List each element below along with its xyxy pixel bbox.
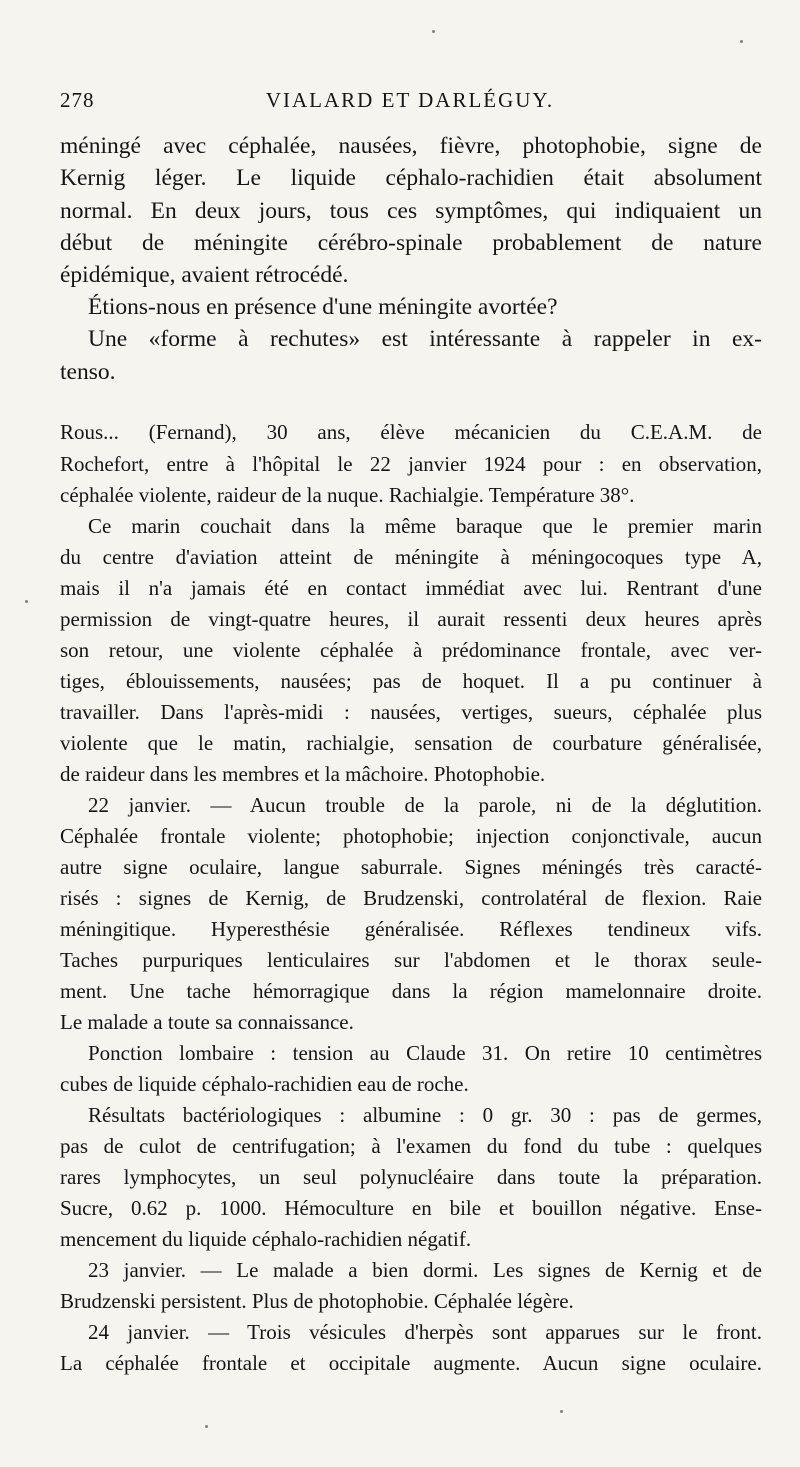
text-line: Taches purpuriques lenticulaires sur l'abdomen et le thorax seule-	[60, 948, 762, 972]
page-header	[60, 88, 760, 122]
scan-speck	[740, 40, 743, 43]
scan-speck	[432, 30, 435, 33]
running-head: VIALARD ET DARLÉGUY.	[265, 88, 555, 112]
text-line: risés : signes de Kernig, de Brudzenski, controlatéral de flexion. Raie	[60, 886, 762, 910]
text-line: 23 janvier. — Le malade a bien dormi. Les signes de Kernig et de	[88, 1258, 762, 1282]
text-line: normal. En deux jours, tous ces symptômes, qui indiquaient un	[60, 198, 762, 224]
text-line: Sucre, 0.62 p. 1000. Hémoculture en bile et bouillon négative. Ense-	[60, 1196, 762, 1220]
text-line: Résultats bactériologiques : albumine : 0 gr. 30 : pas de germes,	[88, 1103, 762, 1127]
text-line: Kernig léger. Le liquide céphalo-rachidien était absolument	[60, 165, 762, 191]
text-line: début de méningite cérébro-spinale probablement de nature	[60, 230, 762, 256]
text-line: méningé avec céphalée, nausées, fièvre, photophobie, signe de	[60, 133, 762, 159]
text-line: travailler. Dans l'après-midi : nausées, vertiges, sueurs, céphalée plus	[60, 700, 762, 724]
text-line: mencement du liquide céphalo-rachidien négatif.	[60, 1227, 472, 1251]
text-line: autre signe oculaire, langue saburrale. Signes méningés très caracté-	[60, 855, 762, 879]
text-line: Ponction lombaire : tension au Claude 31. On retire 10 centimètres	[88, 1041, 762, 1065]
text-line: Brudzenski persistent. Plus de photophobie. Céphalée légère.	[60, 1289, 574, 1313]
scan-speck	[25, 600, 28, 603]
text-line: Rochefort, entre à l'hôpital le 22 janvier 1924 pour : en observation,	[60, 452, 762, 476]
text-line: céphalée violente, raideur de la nuque. Rachialgie. Température 38°.	[60, 483, 635, 507]
text-line: cubes de liquide céphalo-rachidien eau de roche.	[60, 1072, 469, 1096]
text-line: tenso.	[60, 359, 116, 385]
text-line: ment. Une tache hémorragique dans la région mamelonnaire droite.	[60, 979, 762, 1003]
text-line: épidémique, avaient rétrocédé.	[60, 262, 349, 288]
text-line: pas de culot de centrifugation; à l'examen du fond du tube : quelques	[60, 1134, 762, 1158]
text-line: 24 janvier. — Trois vésicules d'herpès sont apparues sur le front.	[88, 1320, 762, 1344]
text-line: Une «forme à rechutes» est intéressante à rappeler in ex-	[88, 326, 762, 352]
text-line: Céphalée frontale violente; photophobie; injection conjonctivale, aucun	[60, 824, 762, 848]
scan-speck	[560, 1410, 563, 1413]
text-line: 22 janvier. — Aucun trouble de la parole, ni de la déglutition.	[88, 793, 762, 817]
text-line: violente que le matin, rachialgie, sensation de courbature généralisée,	[60, 731, 762, 755]
text-line: rares lymphocytes, un seul polynucléaire dans toute la préparation.	[60, 1165, 762, 1189]
text-line: son retour, une violente céphalée à prédominance frontale, avec ver-	[60, 638, 762, 662]
text-line: mais il n'a jamais été en contact immédiat avec lui. Rentrant d'une	[60, 576, 762, 600]
page-number: 278	[60, 88, 95, 112]
text-line: Le malade a toute sa connaissance.	[60, 1010, 354, 1034]
text-line: Ce marin couchait dans la même baraque que le premier marin	[88, 514, 762, 538]
text-line: permission de vingt-quatre heures, il aurait ressenti deux heures après	[60, 607, 762, 631]
scan-speck	[205, 1425, 208, 1428]
text-line: méningitique. Hyperesthésie généralisée. Réflexes tendineux vifs.	[60, 917, 762, 941]
text-line: tiges, éblouissements, nausées; pas de hoquet. Il a pu continuer à	[60, 669, 762, 693]
text-line: du centre d'aviation atteint de méningite à méningocoques type A,	[60, 545, 762, 569]
text-line: Rous... (Fernand), 30 ans, élève mécanicien du C.E.A.M. de	[60, 420, 762, 444]
text-line: de raideur dans les membres et la mâchoire. Photophobie.	[60, 762, 546, 786]
text-line: La céphalée frontale et occipitale augmente. Aucun signe oculaire.	[60, 1351, 762, 1375]
text-line: Étions-nous en présence d'une méningite avortée?	[88, 294, 558, 320]
